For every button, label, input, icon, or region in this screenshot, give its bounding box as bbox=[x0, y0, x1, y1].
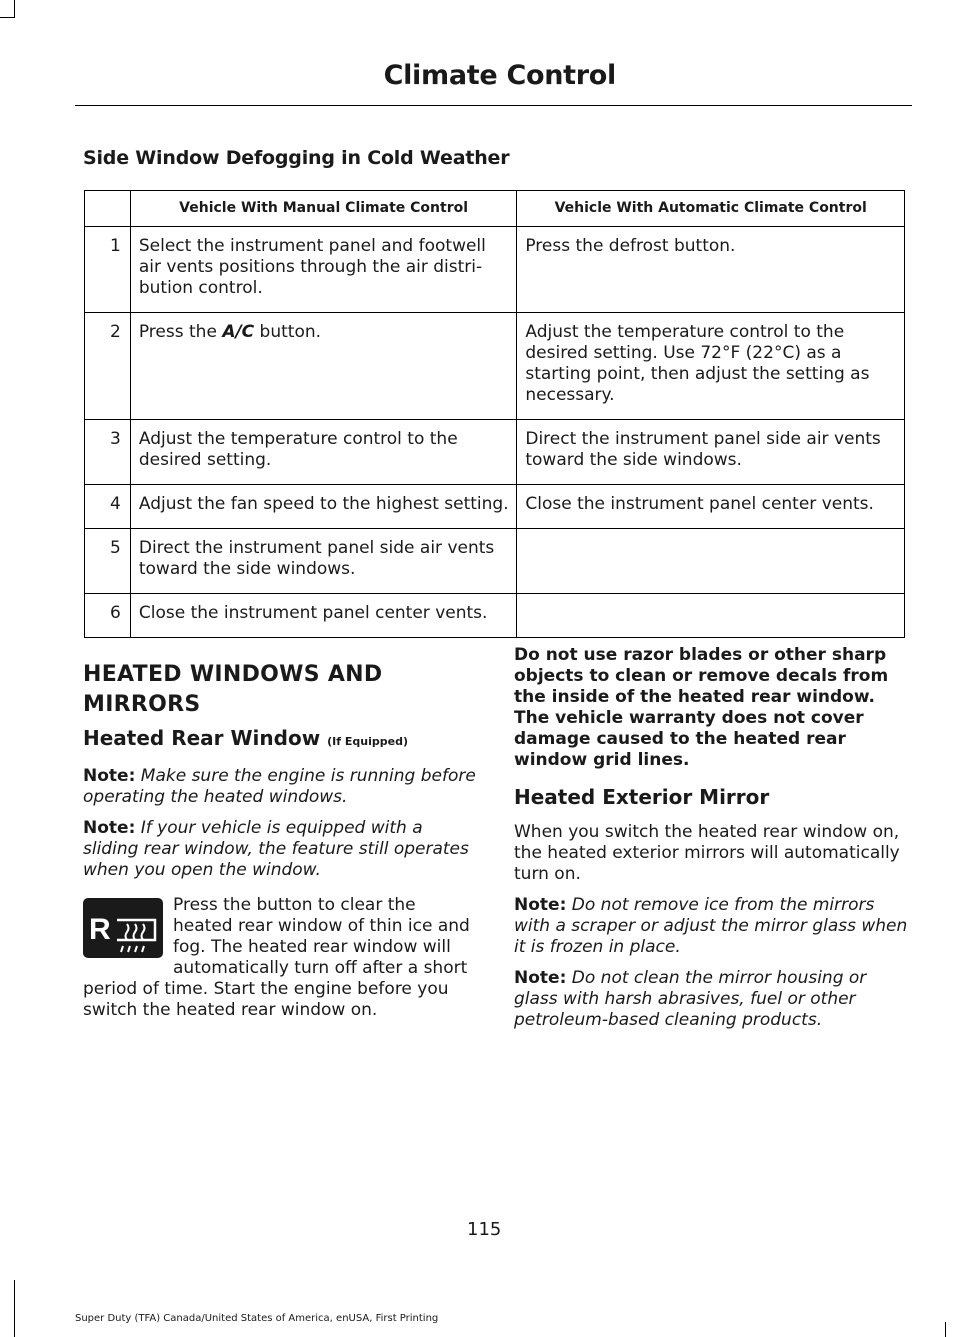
step-number: 6 bbox=[85, 594, 131, 638]
step-number: 3 bbox=[85, 420, 131, 485]
manual-step-text: Press the bbox=[138, 322, 223, 342]
subheading-qualifier: (If Equipped) bbox=[327, 735, 408, 748]
heated-rear-window-description bbox=[83, 895, 478, 1021]
automatic-step: Press the defrost button. bbox=[517, 227, 905, 313]
note-label: Note: bbox=[83, 818, 136, 838]
crop-mark-top-left bbox=[14, 0, 15, 17]
note-mirror-cleaning bbox=[514, 968, 909, 1031]
step-number: 1 bbox=[85, 227, 131, 313]
heading-line-1: HEATED WINDOWS AND bbox=[83, 662, 383, 687]
manual-step: Close the instrument panel center vents. bbox=[130, 594, 517, 638]
manual-step bbox=[130, 313, 517, 420]
footer-text: Super Duty (TFA) Canada/United States of America, enUSA, First Printing bbox=[75, 1313, 439, 1324]
step-number: 5 bbox=[85, 529, 131, 594]
right-column bbox=[514, 645, 909, 1041]
manual-step: Direct the instrument panel side air vents toward the side windows. bbox=[130, 529, 517, 594]
automatic-step: Adjust the temperature control to the desired setting. Use 72°F (22°C) as a starting point, then adjust the setting as necessary. bbox=[517, 313, 905, 420]
note-text: Do not clean the mirror housing or glass with harsh abrasives, fuel or other petroleum-based cleaning products. bbox=[514, 968, 867, 1030]
note-text: If your vehicle is equipped with a sliding rear window, the feature still operates when you open the window. bbox=[83, 818, 469, 880]
heated-rear-window-icon bbox=[83, 898, 163, 958]
manual-step: Adjust the fan speed to the highest setting. bbox=[130, 485, 517, 529]
note-text: Do not remove ice from the mirrors with a scraper or adjust the mirror glass when it is frozen in place. bbox=[514, 895, 908, 957]
page-header-title: Climate Control bbox=[383, 60, 616, 91]
table-row bbox=[85, 529, 905, 594]
header-rule bbox=[75, 105, 912, 106]
note-label: Note: bbox=[514, 895, 567, 915]
step-number: 4 bbox=[85, 485, 131, 529]
automatic-step: Close the instrument panel center vents. bbox=[517, 485, 905, 529]
automatic-step bbox=[517, 594, 905, 638]
step-number: 2 bbox=[85, 313, 131, 420]
table-row bbox=[85, 227, 905, 313]
automatic-step: Direct the instrument panel side air vents toward the side windows. bbox=[517, 420, 905, 485]
subheading-text: Heated Rear Window bbox=[83, 726, 321, 750]
table-header-automatic: Vehicle With Automatic Climate Control bbox=[517, 191, 905, 227]
section-title: Side Window Defogging in Cold Weather bbox=[83, 147, 510, 169]
note-sliding-window bbox=[83, 818, 478, 881]
left-column bbox=[83, 660, 478, 1031]
defogging-table bbox=[84, 190, 905, 638]
automatic-step bbox=[517, 529, 905, 594]
note-label: Note: bbox=[83, 766, 136, 786]
heading-line-2: MIRRORS bbox=[83, 692, 201, 717]
heated-windows-heading bbox=[83, 660, 478, 720]
table-header-manual: Vehicle With Manual Climate Control bbox=[130, 191, 517, 227]
table-row bbox=[85, 485, 905, 529]
table-header-row bbox=[85, 191, 905, 227]
icon-letter: R bbox=[89, 913, 111, 946]
crop-mark-top-left-h bbox=[0, 17, 15, 18]
manual-step: Adjust the temperature control to the desired setting. bbox=[130, 420, 517, 485]
manual-step-text-end: button. bbox=[254, 322, 322, 342]
crop-mark-bottom-right bbox=[945, 1322, 946, 1337]
description-text: Press the button to clear the heated rear window of thin ice and fog. The heated rear window will automatically turn off after a short period of time. Start the engine before you switch the heated rear window on. bbox=[83, 895, 470, 1020]
heated-rear-window-heading bbox=[83, 728, 478, 752]
note-text: Make sure the engine is running before operating the heated windows. bbox=[83, 766, 476, 807]
table-row bbox=[85, 313, 905, 420]
table-row bbox=[85, 420, 905, 485]
page-number: 115 bbox=[467, 1219, 502, 1240]
heated-exterior-mirror-heading: Heated Exterior Mirror bbox=[514, 785, 770, 809]
mirror-description: When you switch the heated rear window on, the heated exterior mirrors will automatically turn on. bbox=[514, 822, 900, 884]
note-engine-running bbox=[83, 766, 478, 808]
table-header-step bbox=[85, 191, 131, 227]
note-label: Note: bbox=[514, 968, 567, 988]
note-mirror-ice bbox=[514, 895, 909, 958]
warning-text: Do not use razor blades or other sharp objects to clean or remove decals from the inside of the heated rear window. The vehicle warranty does not cover damage caused to the heated rear window grid lines. bbox=[514, 645, 889, 770]
ac-button-label: A/C bbox=[222, 322, 255, 342]
table-row bbox=[85, 594, 905, 638]
manual-step: Select the instrument panel and footwell air vents positions through the air distri-bution control. bbox=[130, 227, 517, 313]
crop-mark-bottom-left bbox=[14, 1280, 15, 1337]
